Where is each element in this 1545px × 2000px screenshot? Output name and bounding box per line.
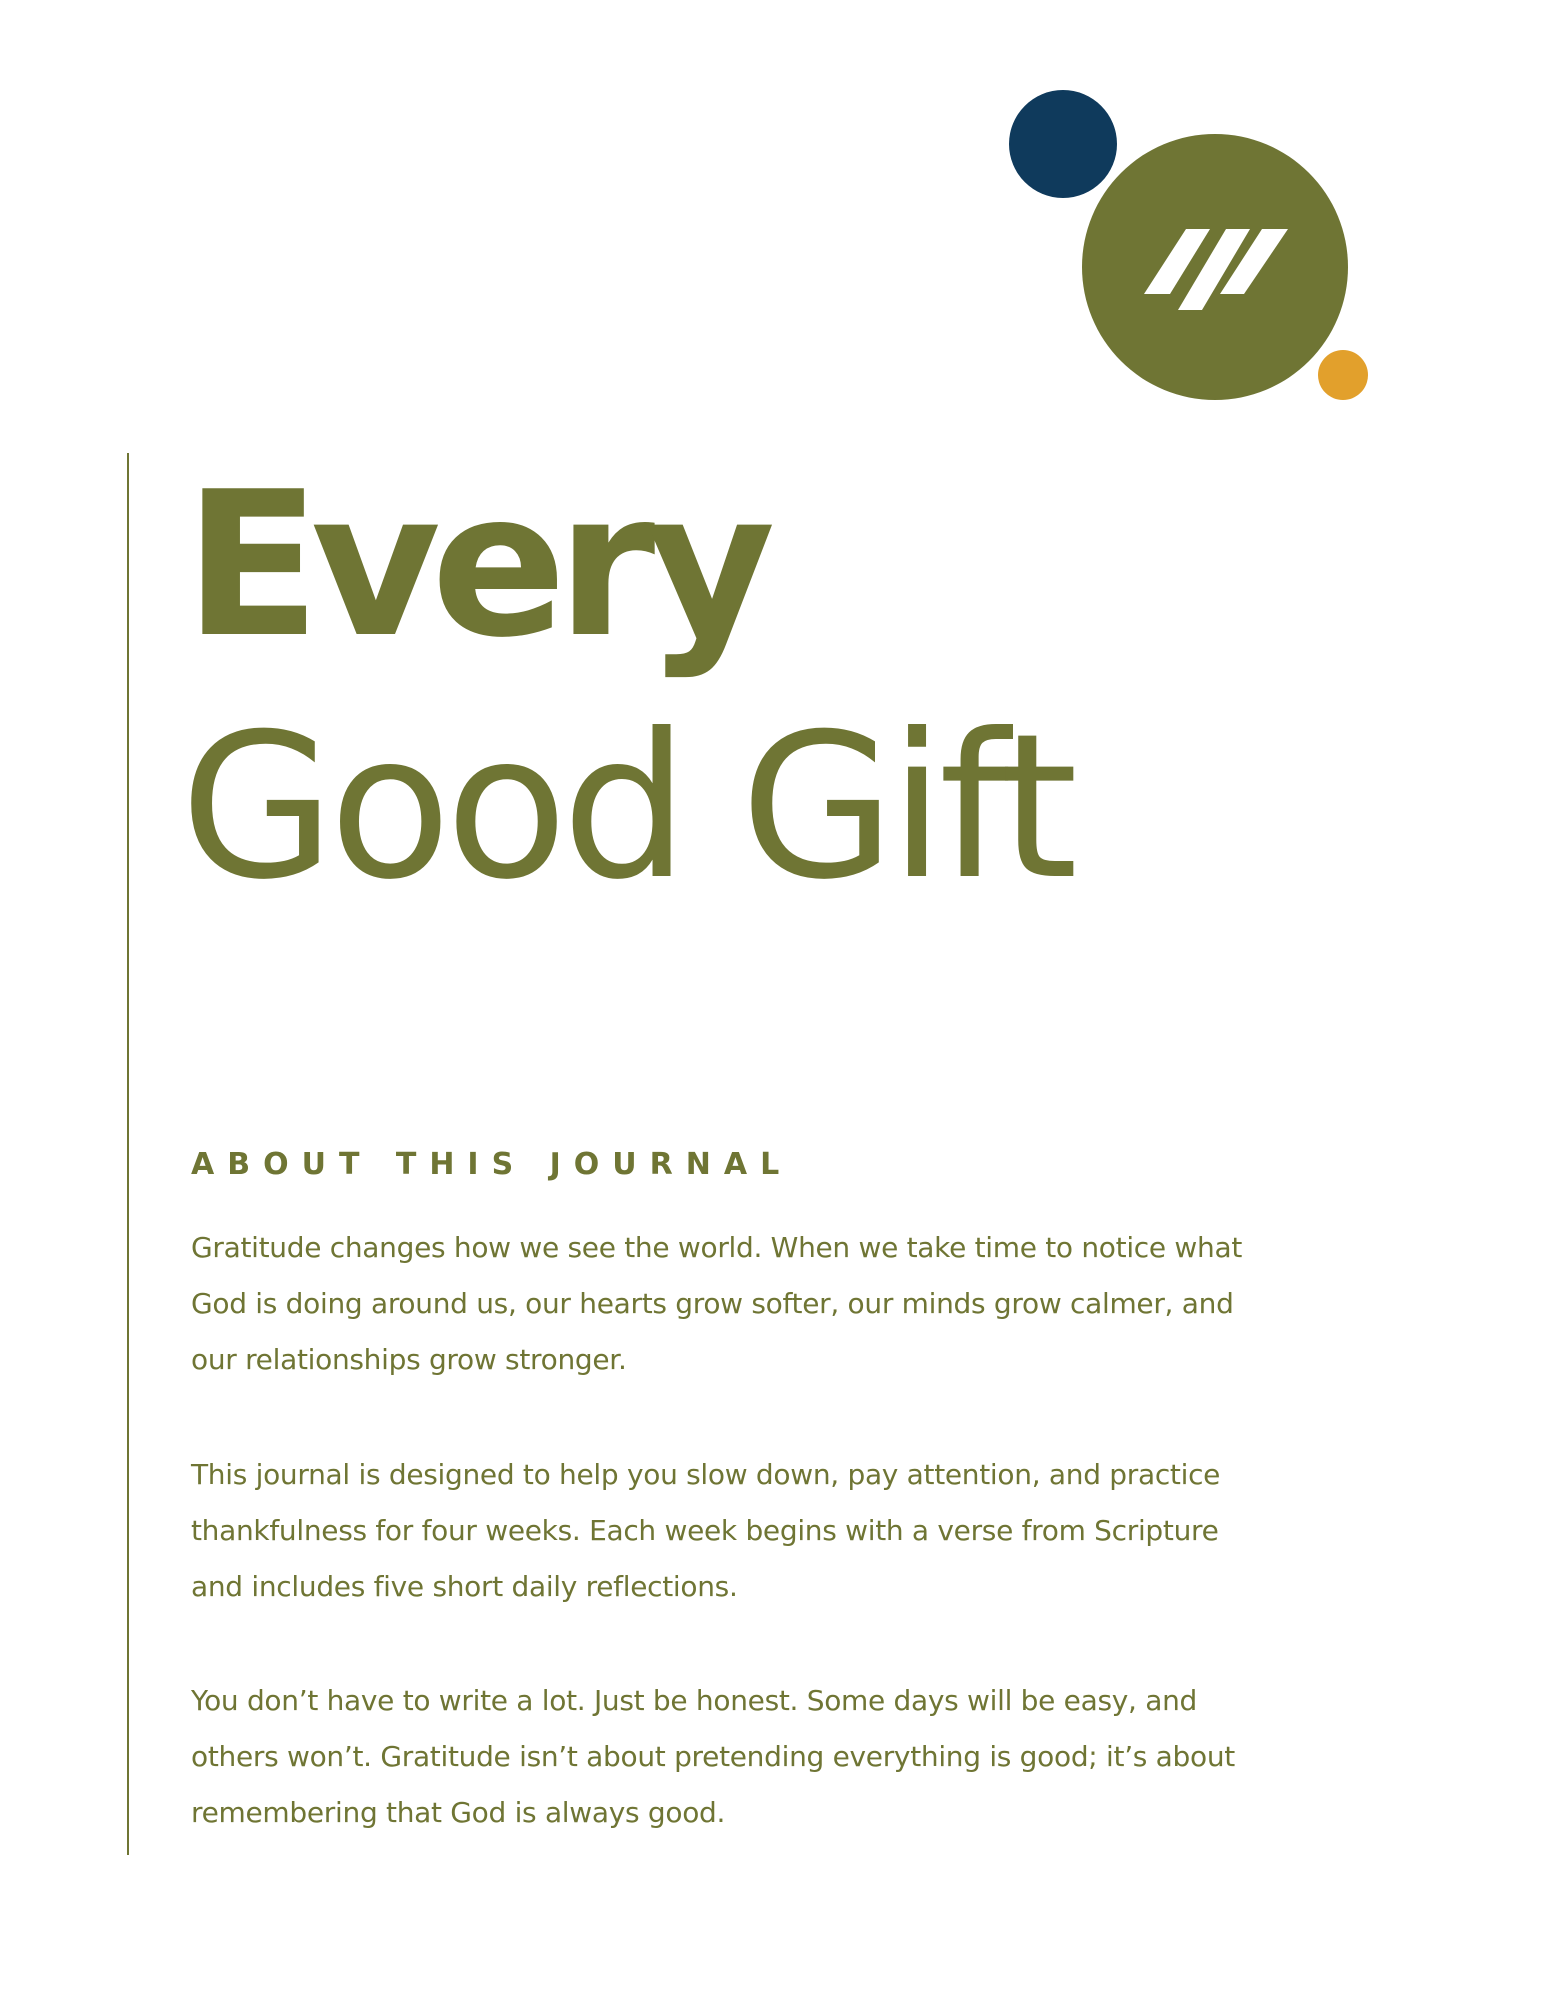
- about-paragraph-3: You don’t have to write a lot. Just be honest. Some days will be easy, and others won’t. Gratitude isn’t about pretending everything is good; it’s about remembering that God is always good.: [191, 1684, 1235, 1829]
- title-line-every: Every: [184, 449, 766, 682]
- olive-circle-badge: [1082, 134, 1348, 400]
- left-vertical-rule: [127, 453, 129, 1855]
- three-slash-mark-icon: [1082, 134, 1348, 400]
- about-paragraph-2: This journal is designed to help you slow down, pay attention, and practice thankfulness for four weeks. Each week begins with a verse from Scripture and includes five short daily reflections.: [191, 1458, 1221, 1603]
- gold-dot: [1318, 350, 1368, 400]
- logo-mark: [0, 0, 1545, 420]
- about-heading: ABOUT THIS JOURNAL: [191, 1147, 793, 1182]
- navy-dot: [1009, 90, 1117, 198]
- about-paragraph-1: Gratitude changes how we see the world. When we take time to notice what God is doing around us, our hearts grow softer, our minds grow calmer, and our relationships grow stronger.: [191, 1231, 1243, 1376]
- title-line-good-gift: Good Gift: [180, 691, 1073, 924]
